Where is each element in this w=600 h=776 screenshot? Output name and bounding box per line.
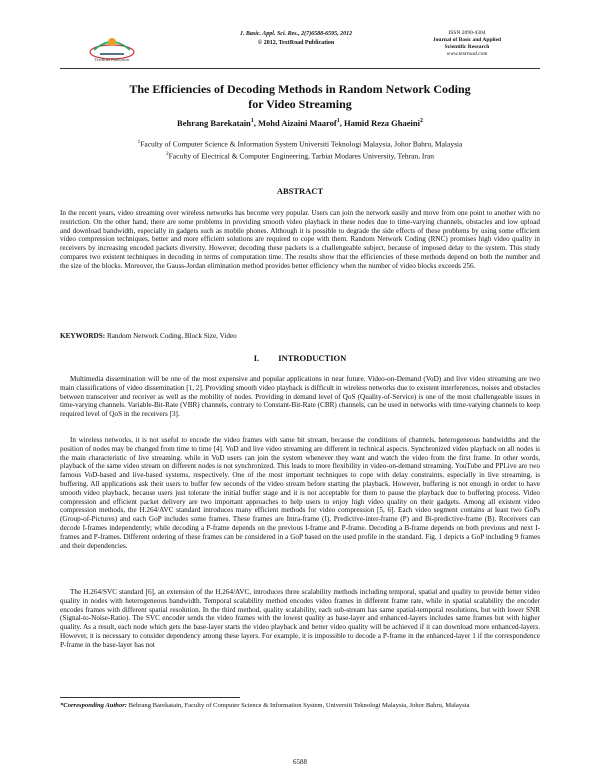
author-1: Behrang Barekatain [177, 118, 251, 128]
paper-title [60, 82, 540, 112]
footnote-divider [60, 697, 240, 698]
footnote-label: *Corresponding Author: [60, 702, 127, 709]
journal-name-line1: Journal of Basic and Applied [432, 37, 502, 43]
keywords-label: KEYWORDS: [60, 332, 106, 340]
journal-header-right [412, 30, 522, 58]
affiliation-2 [60, 151, 540, 161]
journal-name-line2: Scientific Research [444, 44, 490, 50]
introduction-heading: I. INTRODUCTION [253, 353, 347, 363]
journal-reference: J. Basic. Appl. Sci. Res., 2(7)6588-6595, 2012 [239, 31, 353, 37]
affiliation-1 [60, 139, 540, 149]
abstract-text: In the recent years, video streaming over wireless networks has become very popular. Users can join the network easily and move from one point to another with no restriction. On the other hand, there are some problems in providing smooth video playback in these nodes due to time-varying channels, obstacles and low upload and download bandwidth, especially in gadgets such as mobile phones. Although it is possible to degrade the side effects of these problems by using some efficient video compression techniques, better and more efficient solutions are required to cope with them. Random Network Coding (RNC) promises high video quality in receivers by increasing encoded packets diversity. However, decoding these packets is a challengeable subject, because of imposed delay to the system. This study compares two existent techniques in decoding in terms of computation time. The results show that the efficiencies of these methods depend on both the number and the size of the blocks. Moreover, the Gauss-Jordan elimination method provides better efficiency when the number of video blocks exceeds 256. [60, 209, 540, 270]
journal-website: www.textroad.com [446, 51, 488, 57]
header-divider [60, 68, 540, 69]
keywords-text: Random Network Coding, Block Size, Video [105, 332, 237, 340]
affiliation-2-text: Faculty of Electrical & Computer Engineering, Tarbiat Modares University, Tehran, Iran [168, 151, 435, 161]
journal-header-center [196, 30, 396, 48]
author-2: , Mohd Aizaini Maarof [253, 118, 337, 128]
author-1-affil: 1 [250, 118, 254, 125]
affiliation-2-marker: 2 [165, 151, 169, 157]
issn: ISSN 2090-4304 [448, 30, 486, 36]
intro-paragraph-3: The H.264/SVC standard [6], an extension of the H.264/AVC, introduces three scalability methods including temporal, spatial and quality to provide better video quality in nodes with heterogeneous bandwidth. Temporal scalability method encodes video frames in different frame rate, while in spatial scalability the encoder encodes frames with different spatial resolution. In the third method, quality scalability, each sub-stream has same spatial-temporal resolutions, but with lower SNR (Signal-to-Noise-Ratio). The SVC encoder sends the video frames with the lowest quality as base-layer and enhanced-layers includes same frames but with higher quality. As a result, each node which gets the base-layer starts the video playback and better video quality will be achieved if it can download more enhanced-layers. However, it is necessary to consider dependency among these layers. For example, it is impossible to decode a P-frame in the enhanced-layer 1 if the correspondence P-frame in the base-layer has not [60, 588, 540, 649]
author-3: , Hamid Reza Ghaeini [339, 118, 420, 128]
abstract-heading: ABSTRACT [276, 186, 324, 196]
affiliation-1-marker: 1 [137, 139, 141, 145]
title-line2: for Video Streaming [248, 97, 352, 111]
copyright-line: © 2012, TextRoad Publication [257, 40, 335, 46]
intro-paragraph-2: In wireless networks, it is not useful to encode the video frames with same bit stream, because the conditions of channels, heterogeneous bandwidths and the position of nodes may be changed from time to time [4]. VoD and live video streaming are different in technical aspects. Synchronized video playback on all nodes is the main characteristic of live streaming, while in VoD users can join the system whenever they want and watch the video from the first frame. In other words, playback of the same video stream on different nodes is not synchronized. This leads to more flexibility in video-on-demand streaming. YouTube and PPLive are two famous VoD-based and live-based systems, respectively. One of the most important techniques to cope with delay constraints, especially in live streaming, is buffering. All applications ask their users to buffer few seconds of the video stream before starting the playback. However, buffering is not enough in order to have smooth video playback, because users just tolerate the initial buffer stage and it is not acceptable for them to pause the playback due to buffering process. Video compression and efficient packet delivery are two important approaches to help users to enjoy high video quality on their gadgets. Among all existent video compression methods, the H.264/AVC standard introduces many efficient methods for video compression [5, 6]. Each video segment contains at least two GoPs (Group-of-Pictures) and each GoP includes some frames. These frames are Intra-frame (I), Predictive-inter-frame (P) and Bi-predictive-frame (B). Receivers can decode I-frames independently; while decoding a P-frame depends on the previous I-frame and P-frame. Decoding a B-frame depends on both previous and next I-frames and P-frames. Different ordering of these frames can be considered in a GoP based on the used profile in the standard. Fig. 1 depicts a GoP including 9 frames and their dependencies. [60, 436, 540, 550]
author-list [60, 118, 540, 128]
page-number: 6588 [293, 758, 307, 766]
corresponding-author-footnote [60, 702, 540, 711]
logo-caption: TextRoad Publication [94, 57, 130, 62]
author-3-affil: 2 [419, 118, 423, 125]
affiliation-1-text: Faculty of Computer Science & Information System Universiti Teknologi Malaysia, Johor Bahru, Malaysia [140, 139, 463, 149]
author-2-affil: 1 [336, 118, 340, 125]
keywords [60, 332, 540, 341]
title-line1: The Efficiencies of Decoding Methods in Random Network Coding [129, 82, 471, 96]
intro-paragraph-1: Multimedia dissemination will be one of the most expensive and popular applications in near future. Video-on-Demand (VoD) and live video streaming are two main classifications of video dissemination [1, 2]. Providing smooth video playback is difficult in wireless networks due to existent interferences, noises and obstacles between transceiver and receiver as well as the mobility of nodes. Providing in demand level of QoS (Quality-of-Service) is one of the most challengeable issues in time-varying channels. Variable-Bit-Rate (VBR) channels, contrary to Constant-Bit-Rate (CBR) channels, can be used in networks with time-varying channels to keep required level of QoS in the receivers [3]. [60, 375, 540, 419]
footnote-text: Behrang Barekatain, Faculty of Computer Science & Information System, Universiti Teknologi Malaysia, Johor Bahru, Malaysia [127, 702, 470, 709]
